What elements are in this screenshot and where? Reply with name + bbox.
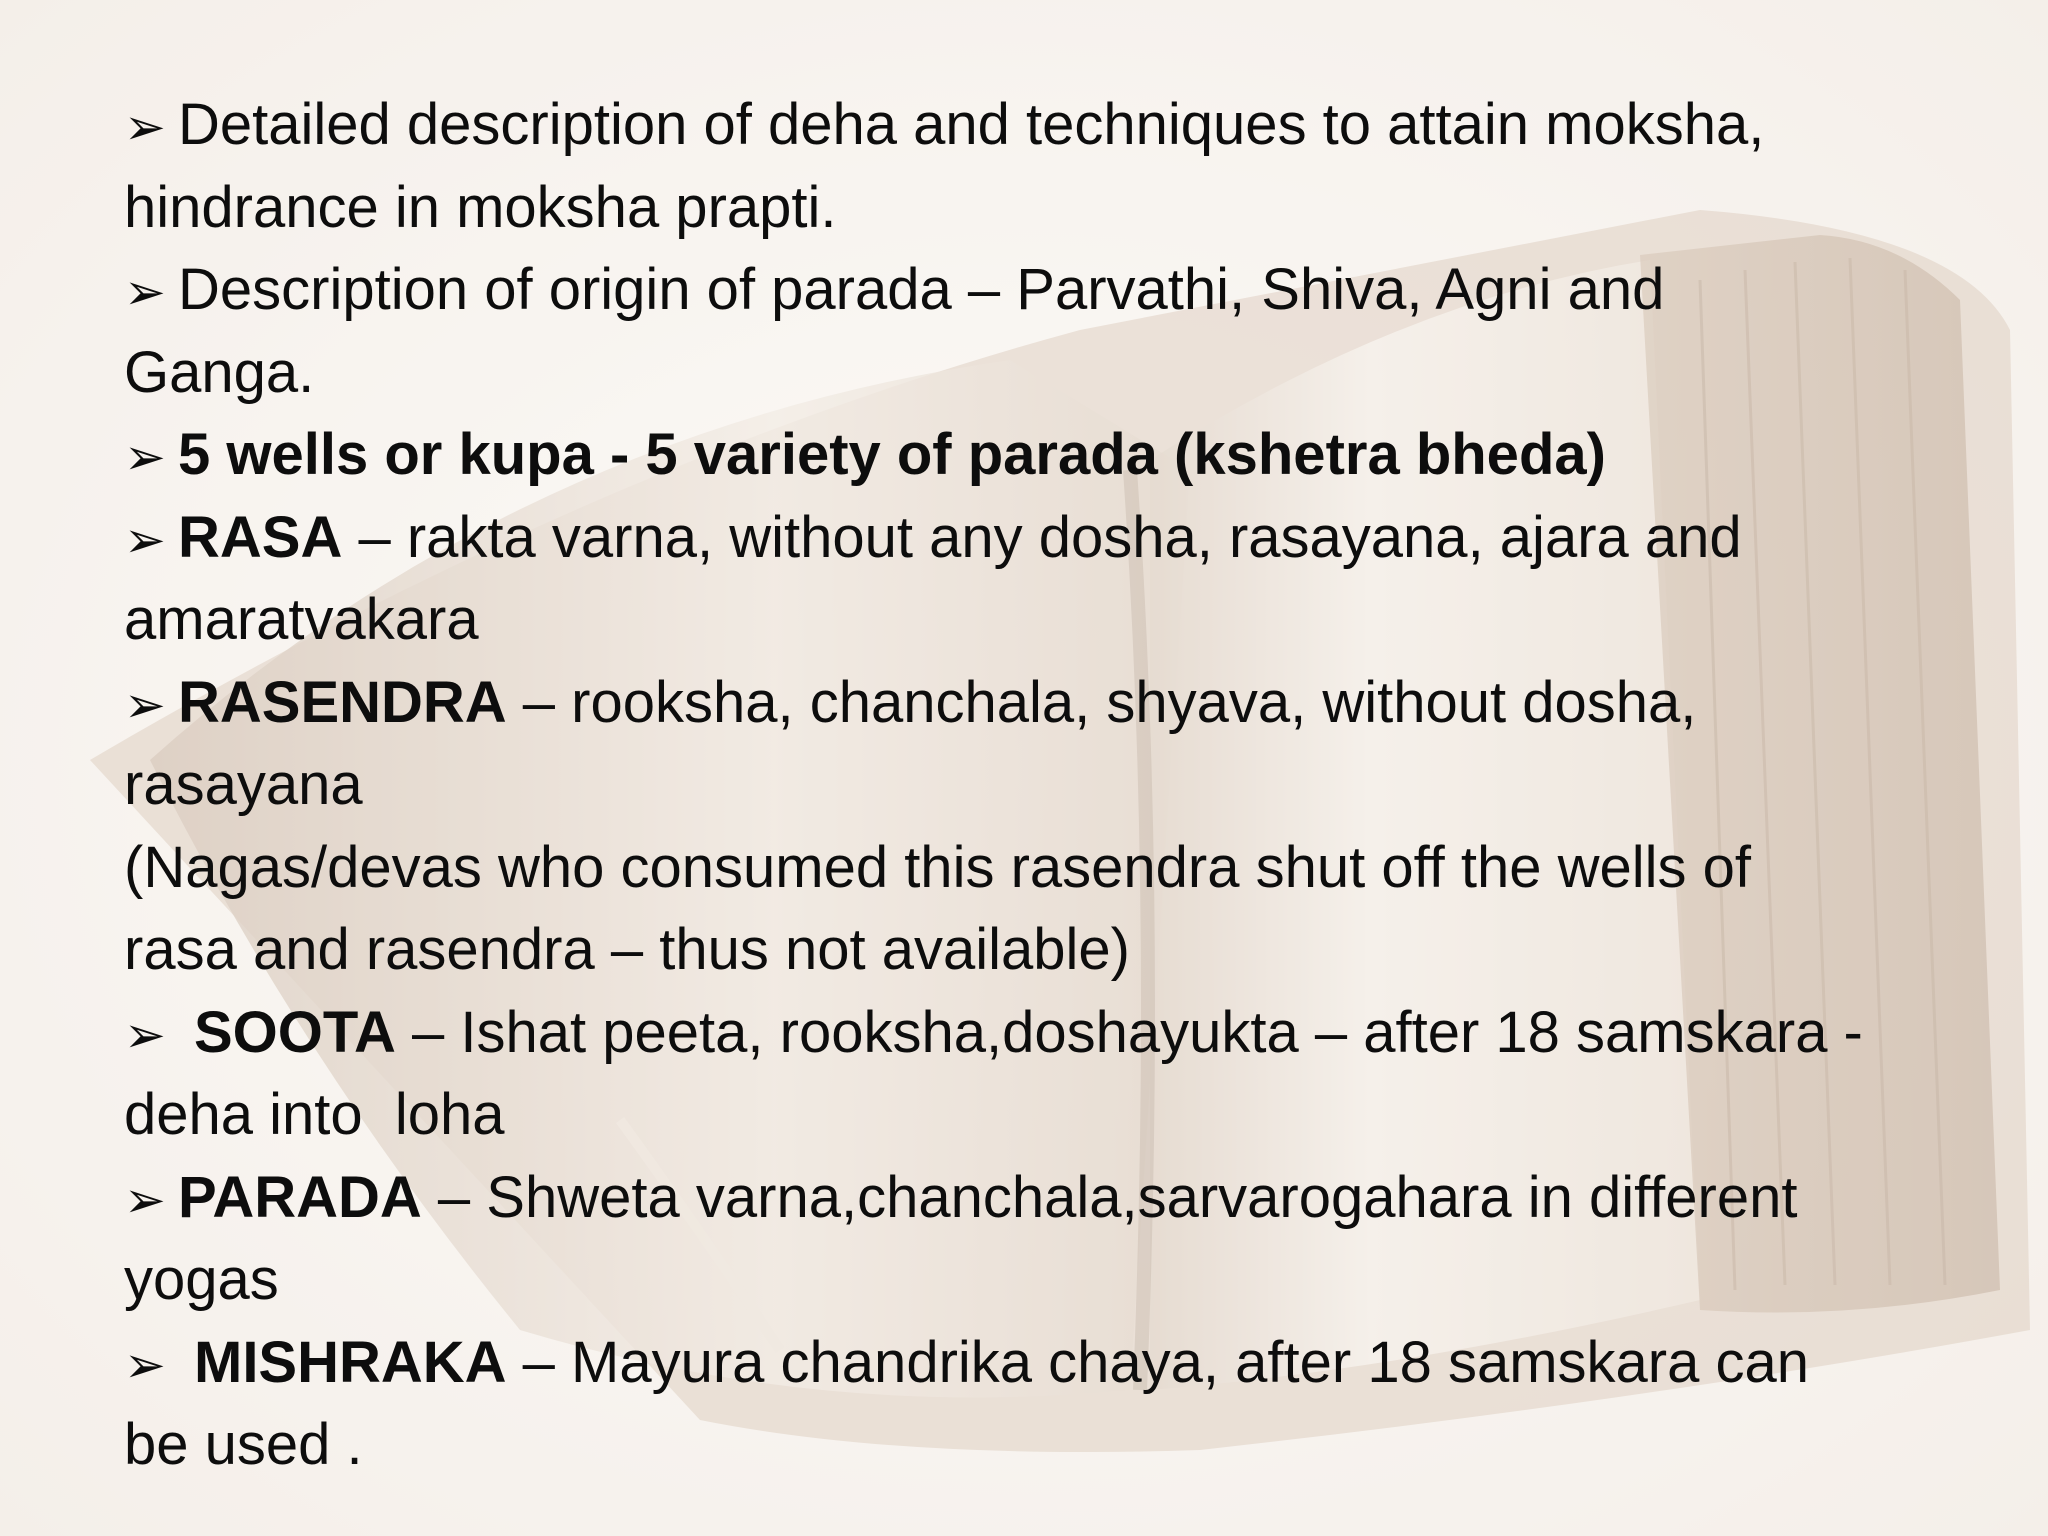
arrow-bullet-icon: ➢ — [124, 428, 166, 486]
bullet-line — [124, 992, 2004, 1075]
bullet-line — [124, 662, 2004, 745]
slide-body — [124, 84, 2004, 1487]
line-text: – Shweta varna,chanchala,sarvarogahara in different — [421, 1164, 1798, 1230]
line-text: Description of origin of parada – Parvathi, Shiva, Agni and — [178, 257, 1665, 322]
bullet-line — [124, 249, 2004, 332]
arrow-bullet-icon: ➢ — [124, 98, 166, 156]
continuation-line — [124, 167, 2004, 250]
line-text: deha into loha — [124, 1082, 505, 1147]
bullet-line — [124, 84, 2004, 167]
line-bold-text: 5 wells or kupa - 5 variety of parada (kshetra bheda) — [178, 422, 1606, 487]
arrow-bullet-icon: ➢ — [124, 1005, 166, 1064]
term-label: PARADA — [178, 1164, 422, 1230]
term-label: RASA — [178, 504, 343, 570]
line-text: be used . — [124, 1412, 363, 1477]
arrow-bullet-icon: ➢ — [124, 263, 166, 321]
line-text: Ganga. — [124, 339, 315, 405]
term-label: MISHRAKA — [194, 1329, 507, 1395]
line-text: rasa and rasendra – thus not available) — [124, 917, 1130, 982]
arrow-bullet-icon: ➢ — [124, 675, 166, 734]
continuation-line — [124, 332, 2004, 415]
arrow-bullet-icon: ➢ — [124, 510, 166, 569]
bullet-line — [124, 1322, 2004, 1405]
line-text: yogas — [124, 1247, 279, 1312]
continuation-line — [124, 827, 2004, 910]
line-text: – rakta varna, without any dosha, rasayana, ajara and — [342, 504, 1742, 570]
continuation-line — [124, 909, 2004, 992]
line-text: amaratvakara — [124, 587, 479, 652]
continuation-line — [124, 1239, 2004, 1322]
continuation-line — [124, 744, 2004, 827]
arrow-bullet-icon: ➢ — [124, 1170, 166, 1229]
line-text: – Mayura chandrika chaya, after 18 samskara can — [506, 1329, 1809, 1395]
continuation-line — [124, 579, 2004, 662]
term-label: SOOTA — [194, 999, 396, 1065]
continuation-line — [124, 1074, 2004, 1157]
line-text: Detailed description of deha and techniques to attain moksha, — [178, 92, 1765, 157]
line-text: (Nagas/devas who consumed this rasendra shut off the wells of — [124, 834, 1752, 900]
line-text: rasayana — [124, 752, 363, 817]
continuation-line — [124, 1404, 2004, 1487]
line-text: – Ishat peeta, rooksha,doshayukta – after 18 samskara - — [395, 999, 1863, 1065]
line-text: – rooksha, chanchala, shyava, without dosha, — [506, 669, 1697, 735]
line-text: hindrance in moksha prapti. — [124, 174, 837, 240]
term-label: RASENDRA — [178, 669, 507, 735]
bullet-line — [124, 497, 2004, 580]
bullet-line — [124, 1157, 2004, 1240]
bullet-line — [124, 414, 2004, 497]
arrow-bullet-icon: ➢ — [124, 1335, 166, 1394]
